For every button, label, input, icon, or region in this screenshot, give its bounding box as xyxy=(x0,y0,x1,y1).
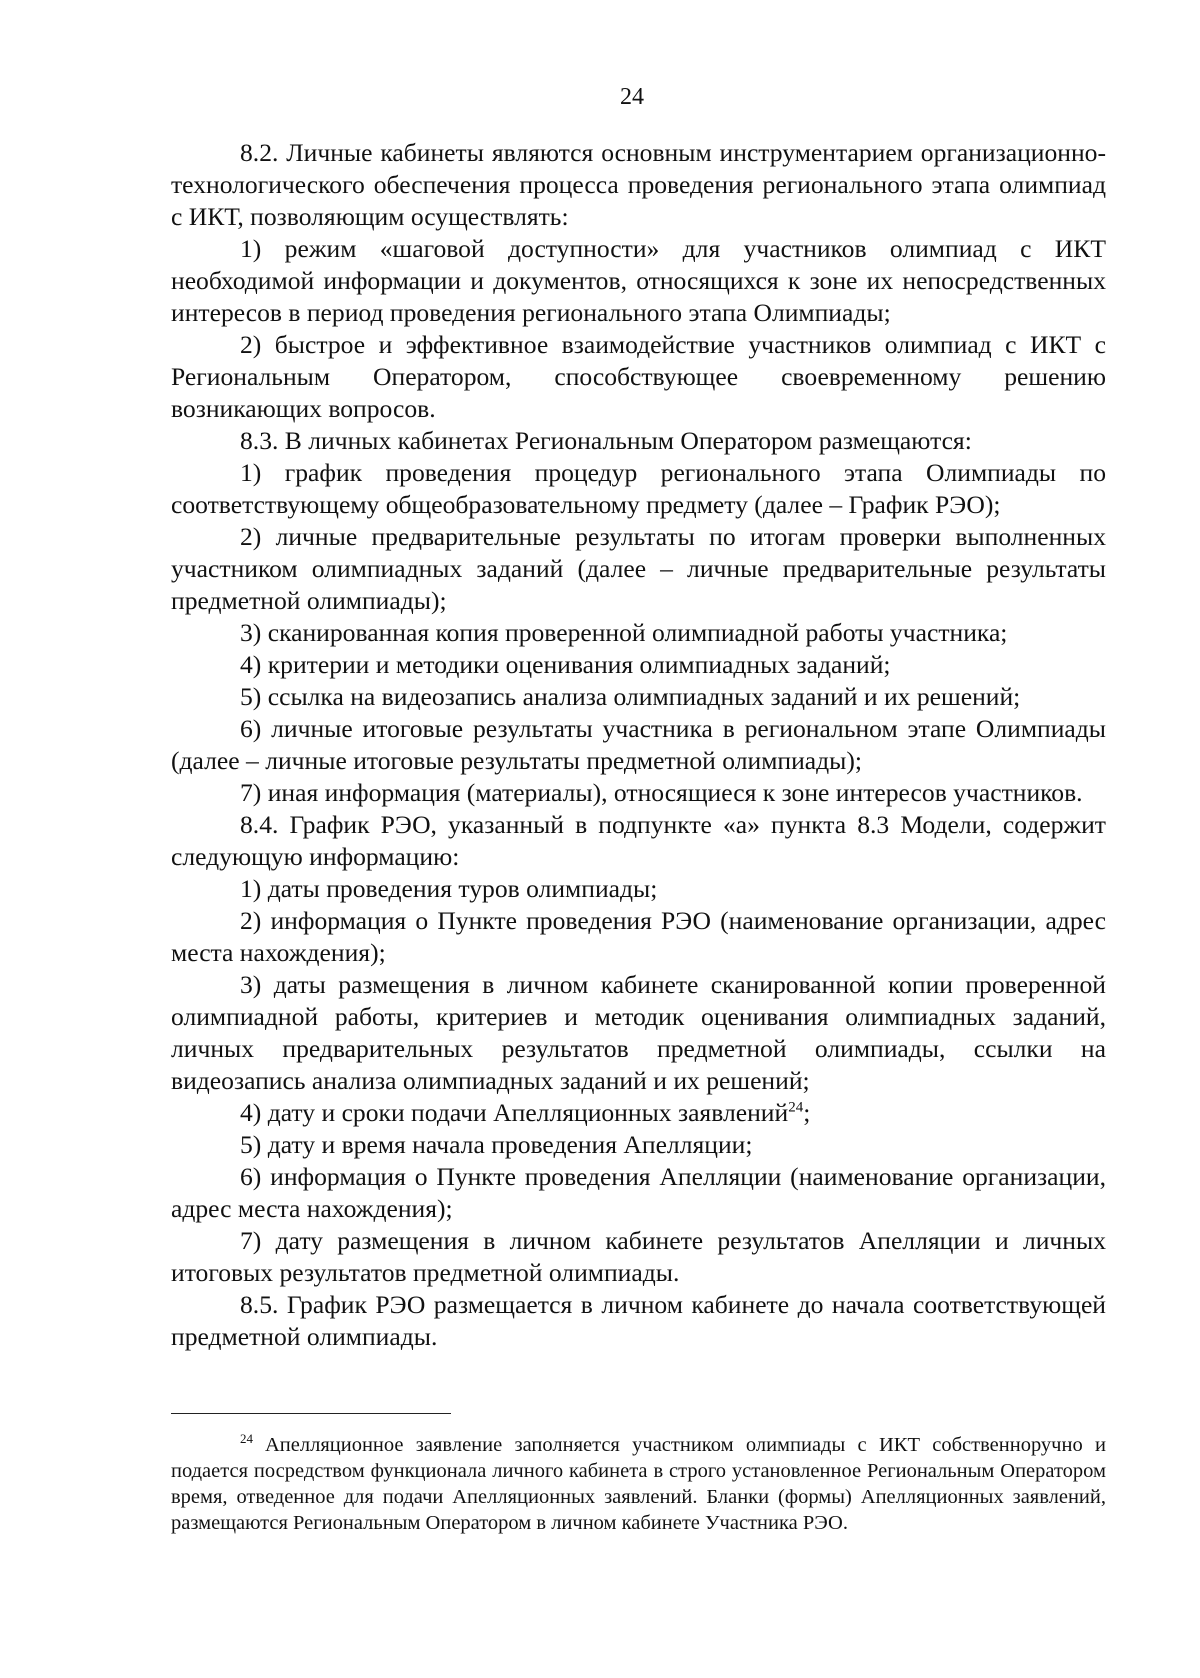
list-item-8-4-4-tail: ; xyxy=(803,1098,811,1127)
list-item-8-4-1: 1) даты проведения туров олимпиады; xyxy=(240,874,658,903)
list-item-8-4-3: 3) даты размещения в личном кабинете сканированной копии проверенной олимпиадной работы, критериев и методик оценивания олимпиадных заданий, личных предварительных результатов предметной олимпиады, ссылки на видеозапись анализа олимпиадных заданий и их решений; xyxy=(171,970,1106,1095)
footnote-reference[interactable]: 24 xyxy=(788,1099,804,1116)
list-item-8-2-2: 2) быстрое и эффективное взаимодействие участников олимпиад с ИКТ с Региональным Оператором, способствующее своевременному решению возникающих вопросов. xyxy=(171,330,1106,423)
paragraph-8-5: 8.5. График РЭО размещается в личном кабинете до начала соответствующей предметной олимпиады. xyxy=(171,1290,1106,1351)
list-item-8-3-4: 4) критерии и методики оценивания олимпиадных заданий; xyxy=(240,650,891,679)
list-item-8-3-2: 2) личные предварительные результаты по итогам проверки выполненных участником олимпиадных заданий (далее – личные предварительные результаты предметной олимпиады); xyxy=(171,522,1106,615)
footnote-number: 24 xyxy=(240,1431,253,1447)
list-item-8-4-6: 6) информация о Пункте проведения Апелляции (наименование организации, адрес места нахождения); xyxy=(171,1162,1106,1223)
list-item-8-3-3: 3) сканированная копия проверенной олимпиадной работы участника; xyxy=(240,618,1008,647)
list-item-8-4-2: 2) информация о Пункте проведения РЭО (наименование организации, адрес места нахождения); xyxy=(171,906,1106,967)
list-item-8-4-5: 5) дату и время начала проведения Апелляции; xyxy=(240,1130,753,1159)
footnote xyxy=(171,1432,1106,1536)
list-item-8-3-5: 5) ссылка на видеозапись анализа олимпиадных заданий и их решений; xyxy=(240,682,1021,711)
document-body xyxy=(171,137,1106,1353)
list-item-8-3-7: 7) иная информация (материалы), относящиеся к зоне интересов участников. xyxy=(240,778,1083,807)
list-item-8-4-4-text: 4) дату и сроки подачи Апелляционных заявлений xyxy=(240,1098,789,1127)
list-item-8-4-4 xyxy=(171,1097,1106,1129)
footnote-separator xyxy=(171,1413,451,1414)
list-item-8-4-7: 7) дату размещения в личном кабинете результатов Апелляции и личных итоговых результатов предметной олимпиады. xyxy=(171,1226,1106,1287)
page-number: 24 xyxy=(620,84,644,110)
list-item-8-3-6: 6) личные итоговые результаты участника в региональном этапе Олимпиады (далее – личные итоговые результаты предметной олимпиады); xyxy=(171,714,1106,775)
paragraph-8-2: 8.2. Личные кабинеты являются основным инструментарием организационно-технологического обеспечения процесса проведения регионального этапа олимпиад с ИКТ, позволяющим осуществлять: xyxy=(171,138,1106,231)
list-item-8-2-1: 1) режим «шаговой доступности» для участников олимпиад с ИКТ необходимой информации и документов, относящихся к зоне их непосредственных интересов в период проведения регионального этапа Олимпиады; xyxy=(171,234,1106,327)
footnote-text: Апелляционное заявление заполняется участником олимпиады с ИКТ собственноручно и подается посредством функционала личного кабинета в строго установленное Региональным Оператором время, отведенное для подачи Апелляционных заявлений. Бланки (формы) Апелляционных заявлений, размещаются Региональным Оператором в личном кабинете Участника РЭО. xyxy=(171,1434,1106,1534)
paragraph-8-3: 8.3. В личных кабинетах Региональным Оператором размещаются: xyxy=(240,426,972,455)
list-item-8-3-1: 1) график проведения процедур регионального этапа Олимпиады по соответствующему общеобразовательному предмету (далее – График РЭО); xyxy=(171,458,1106,519)
paragraph-8-4: 8.4. График РЭО, указанный в подпункте «а» пункта 8.3 Модели, содержит следующую информацию: xyxy=(171,810,1106,871)
